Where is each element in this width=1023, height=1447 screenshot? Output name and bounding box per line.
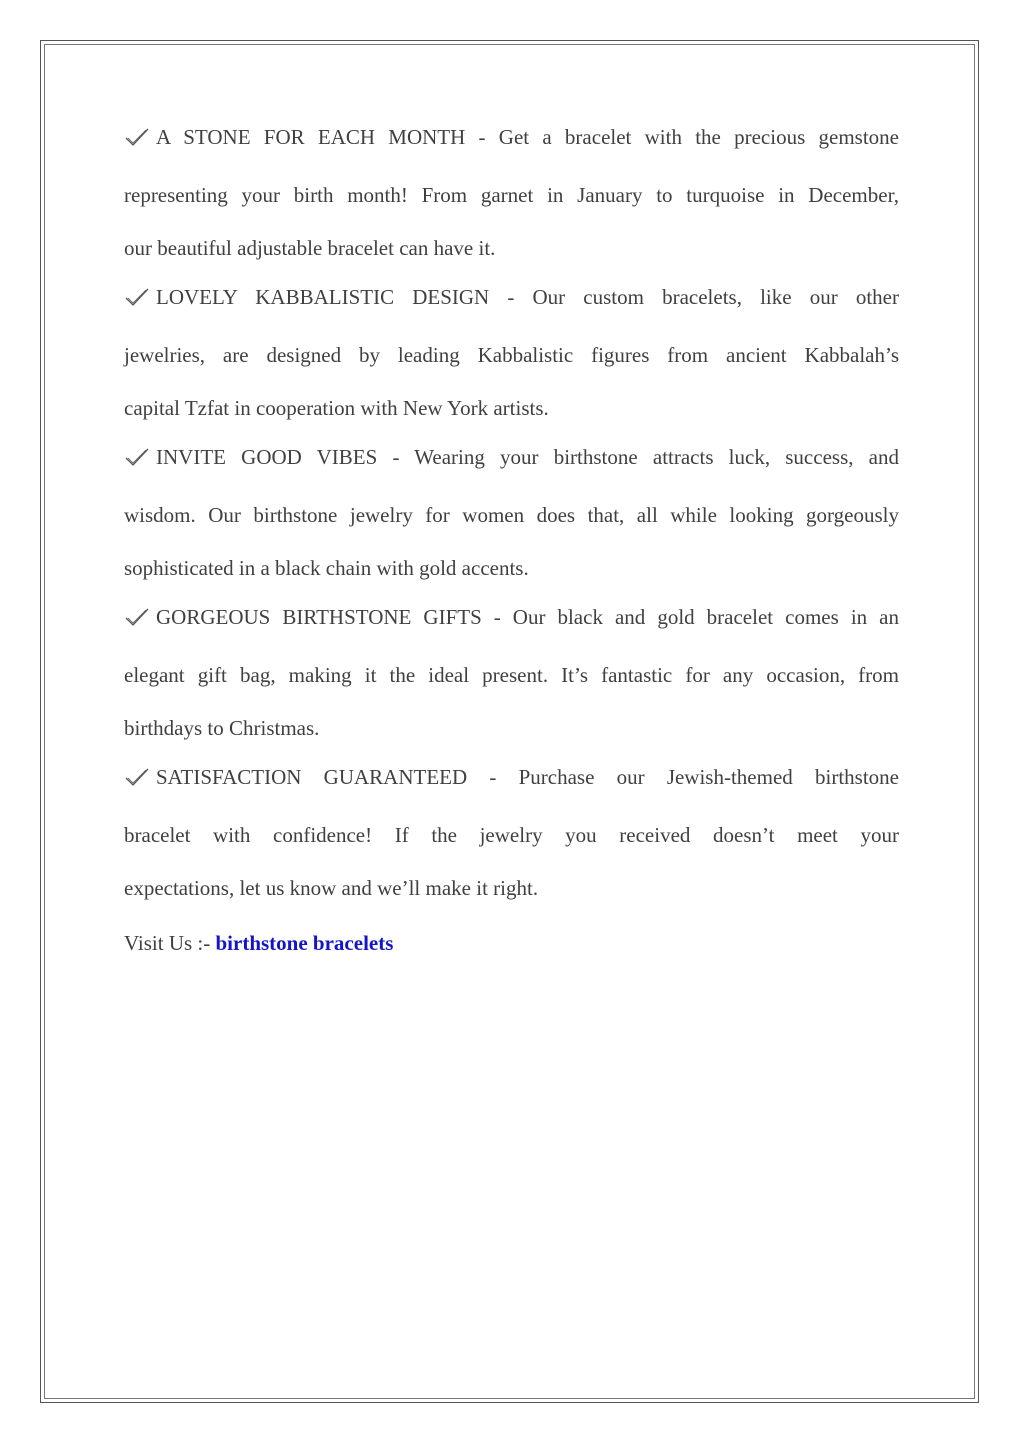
feature-text-line: our beautiful adjustable bracelet can have it. [124,236,496,260]
feature-text-line: elegant gift bag, making it the ideal present. It’s fantastic for any occasion, from [124,663,899,687]
feature-text-line: LOVELY KABBALISTIC DESIGN - Our custom bracelets, like our other [156,285,899,309]
feature-text-line: INVITE GOOD VIBES - Wearing your birthstone attracts luck, success, and [156,445,899,469]
visit-us-line [124,923,899,963]
feature-text-line: SATISFACTION GUARANTEED - Purchase our Jewish-themed birthstone [156,765,899,789]
feature-text-line: wisdom. Our birthstone jewelry for women does that, all while looking gorgeously [124,503,899,527]
check-icon [124,447,150,467]
check-icon [124,127,150,147]
check-icon [124,287,150,307]
feature-text-line: A STONE FOR EACH MONTH - Get a bracelet with the precious gemstone [156,125,899,149]
feature-item-satisfaction-guaranteed [124,752,899,909]
feature-text-line: expectations, let us know and we’ll make it right. [124,876,539,900]
feature-item-stone-for-each-month [124,112,899,269]
check-icon [124,767,150,787]
feature-text-line: capital Tzfat in cooperation with New York artists. [124,396,549,420]
feature-item-good-vibes [124,432,899,589]
document-body [124,112,899,963]
feature-text-line: sophisticated in a black chain with gold accents. [124,556,529,580]
feature-item-kabbalistic-design [124,272,899,429]
birthstone-bracelets-link[interactable]: birthstone bracelets [215,931,394,955]
check-icon [124,607,150,627]
feature-text-line: birthdays to Christmas. [124,716,320,740]
feature-text-line: jewelries, are designed by leading Kabbalistic figures from ancient Kabbalah’s [124,343,899,367]
feature-text-line: GORGEOUS BIRTHSTONE GIFTS - Our black and gold bracelet comes in an [156,605,899,629]
feature-text-line: representing your birth month! From garnet in January to turquoise in December, [124,183,899,207]
feature-item-birthstone-gifts [124,592,899,749]
visit-us-label: Visit Us :- [124,931,211,955]
feature-text-line: bracelet with confidence! If the jewelry you received doesn’t meet your [124,823,899,847]
